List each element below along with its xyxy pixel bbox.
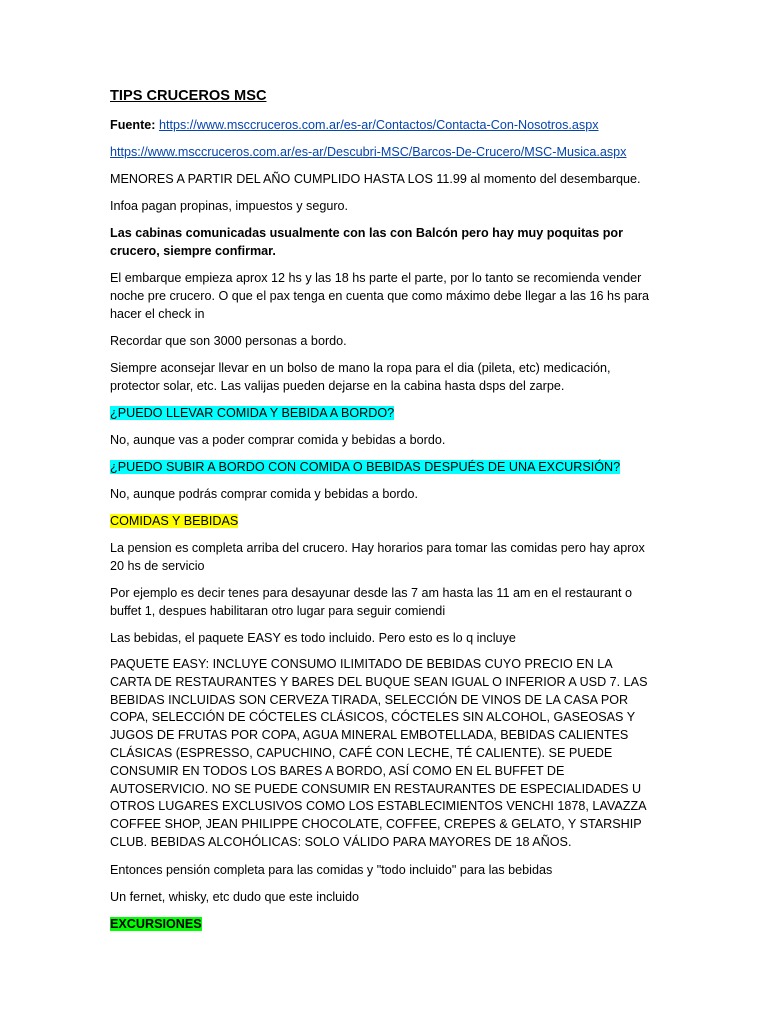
document-page <box>110 86 650 942</box>
source-line-2 <box>110 143 650 161</box>
paragraph-entonces: Entonces pensión completa para las comidas y "todo incluido" para las bebidas <box>110 862 553 877</box>
source-label: Fuente: <box>110 118 156 132</box>
question-excursion-line <box>110 458 650 476</box>
paragraph-fernet: Un fernet, whisky, etc dudo que este incluido <box>110 889 359 904</box>
answer-comida: No, aunque vas a poder comprar comida y bebidas a bordo. <box>110 433 446 447</box>
paragraph-cabinas: Las cabinas comunicadas usualmente con las con Balcón pero hay muy poquitas por crucero, siempre confirmar. <box>110 226 623 258</box>
paragraph-pension: La pension es completa arriba del crucero. Hay horarios para tomar las comidas pero hay aprox 20 hs de servicio <box>110 541 645 573</box>
question-comida-line <box>110 404 650 422</box>
source-line <box>110 116 650 134</box>
paragraph-ejemplo: Por ejemplo es decir tenes para desayunar desde las 7 am hasta las 11 am en el restaurant o buffet 1, despues habilitaran otro lugar para seguir comiendi <box>110 586 633 618</box>
source-link-contact[interactable]: https://www.msccruceros.com.ar/es-ar/Contactos/Contacta-Con-Nosotros.aspx <box>158 118 599 132</box>
paragraph-siempre: Siempre aconsejar llevar en un bolso de mano la ropa para el dia (pileta, etc) medicación, protector solar, etc. Las valijas pueden dejarse en la cabina hasta dsps del zarpe. <box>110 361 611 393</box>
source-link-musica[interactable]: https://www.msccruceros.com.ar/es-ar/Descubri-MSC/Barcos-De-Crucero/MSC-Musica.aspx <box>110 145 627 159</box>
heading-excursiones: EXCURSIONES <box>110 916 202 931</box>
heading-comidas-line <box>110 512 650 530</box>
paragraph-recordar: Recordar que son 3000 personas a bordo. <box>110 334 347 348</box>
paragraph-bebidas: Las bebidas, el paquete EASY es todo incluido. Pero esto es lo q incluye <box>110 631 516 645</box>
paragraph-embarque: El embarque empieza aprox 12 hs y las 18 hs parte el parte, por lo tanto se recomienda vender noche pre crucero. O que el pax tenga en cuenta que como máximo debe llegar a las 16 hs para hacer el check in <box>110 271 650 321</box>
question-comida: ¿PUEDO LLEVAR COMIDA Y BEBIDA A BORDO? <box>110 406 395 420</box>
doc-title: TIPS CRUCEROS MSC <box>110 88 267 104</box>
heading-comidas-bebidas: COMIDAS Y BEBIDAS <box>110 514 239 528</box>
paragraph-menores: MENORES A PARTIR DEL AÑO CUMPLIDO HASTA LOS 11.99 al momento del desembarque. <box>110 172 641 186</box>
answer-excursion: No, aunque podrás comprar comida y bebidas a bordo. <box>110 487 419 501</box>
paragraph-paquete-easy: PAQUETE EASY: INCLUYE CONSUMO ILIMITADO DE BEBIDAS CUYO PRECIO EN LA CARTA DE RESTAURANTES Y BARES DEL BUQUE SEAN IGUAL O INFERIOR A USD 7. LAS BEBIDAS INCLUIDAS SON CERVEZA TIRADA, SELECCIÓN DE VINOS DE LA CASA POR COPA, SELECCIÓN DE CÓCTELES CLÁSICOS, CÓCTELES SIN ALCOHOL, GASEOSAS Y JUGOS DE FRUTAS POR COPA, AGUA MINERAL EMBOTELLADA, BEBIDAS CALIENTES CLÁSICAS (ESPRESSO, CAPUCHINO, CAFÉ CON LECHE, TÉ CALIENTE). SE PUEDE CONSUMIR EN TODOS LOS BARES A BORDO, ASÍ COMO EN EL BUFFET DE AUTOSERVICIO. NO SE PUEDE CONSUMIR EN RESTAURANTES DE ESPECIALIDADES U OTROS LUGARES EXCLUSIVOS COMO LOS ESTABLECIMIENTOS VENCHI 1878, LAVAZZA COFFEE SHOP, JEAN PHILIPPE CHOCOLATE, COFFEE, CREPES & GELATO, Y STARSHIP CLUB. BEBIDAS ALCOHÓLICAS: SOLO VÁLIDO PARA MAYORES DE 18 AÑOS. <box>110 657 648 849</box>
question-excursion: ¿PUEDO SUBIR A BORDO CON COMIDA O BEBIDAS DESPUÉS DE UNA EXCURSIÓN? <box>110 460 621 474</box>
paragraph-infoa: Infoa pagan propinas, impuestos y seguro. <box>110 199 349 213</box>
heading-excursiones-line <box>110 915 650 933</box>
